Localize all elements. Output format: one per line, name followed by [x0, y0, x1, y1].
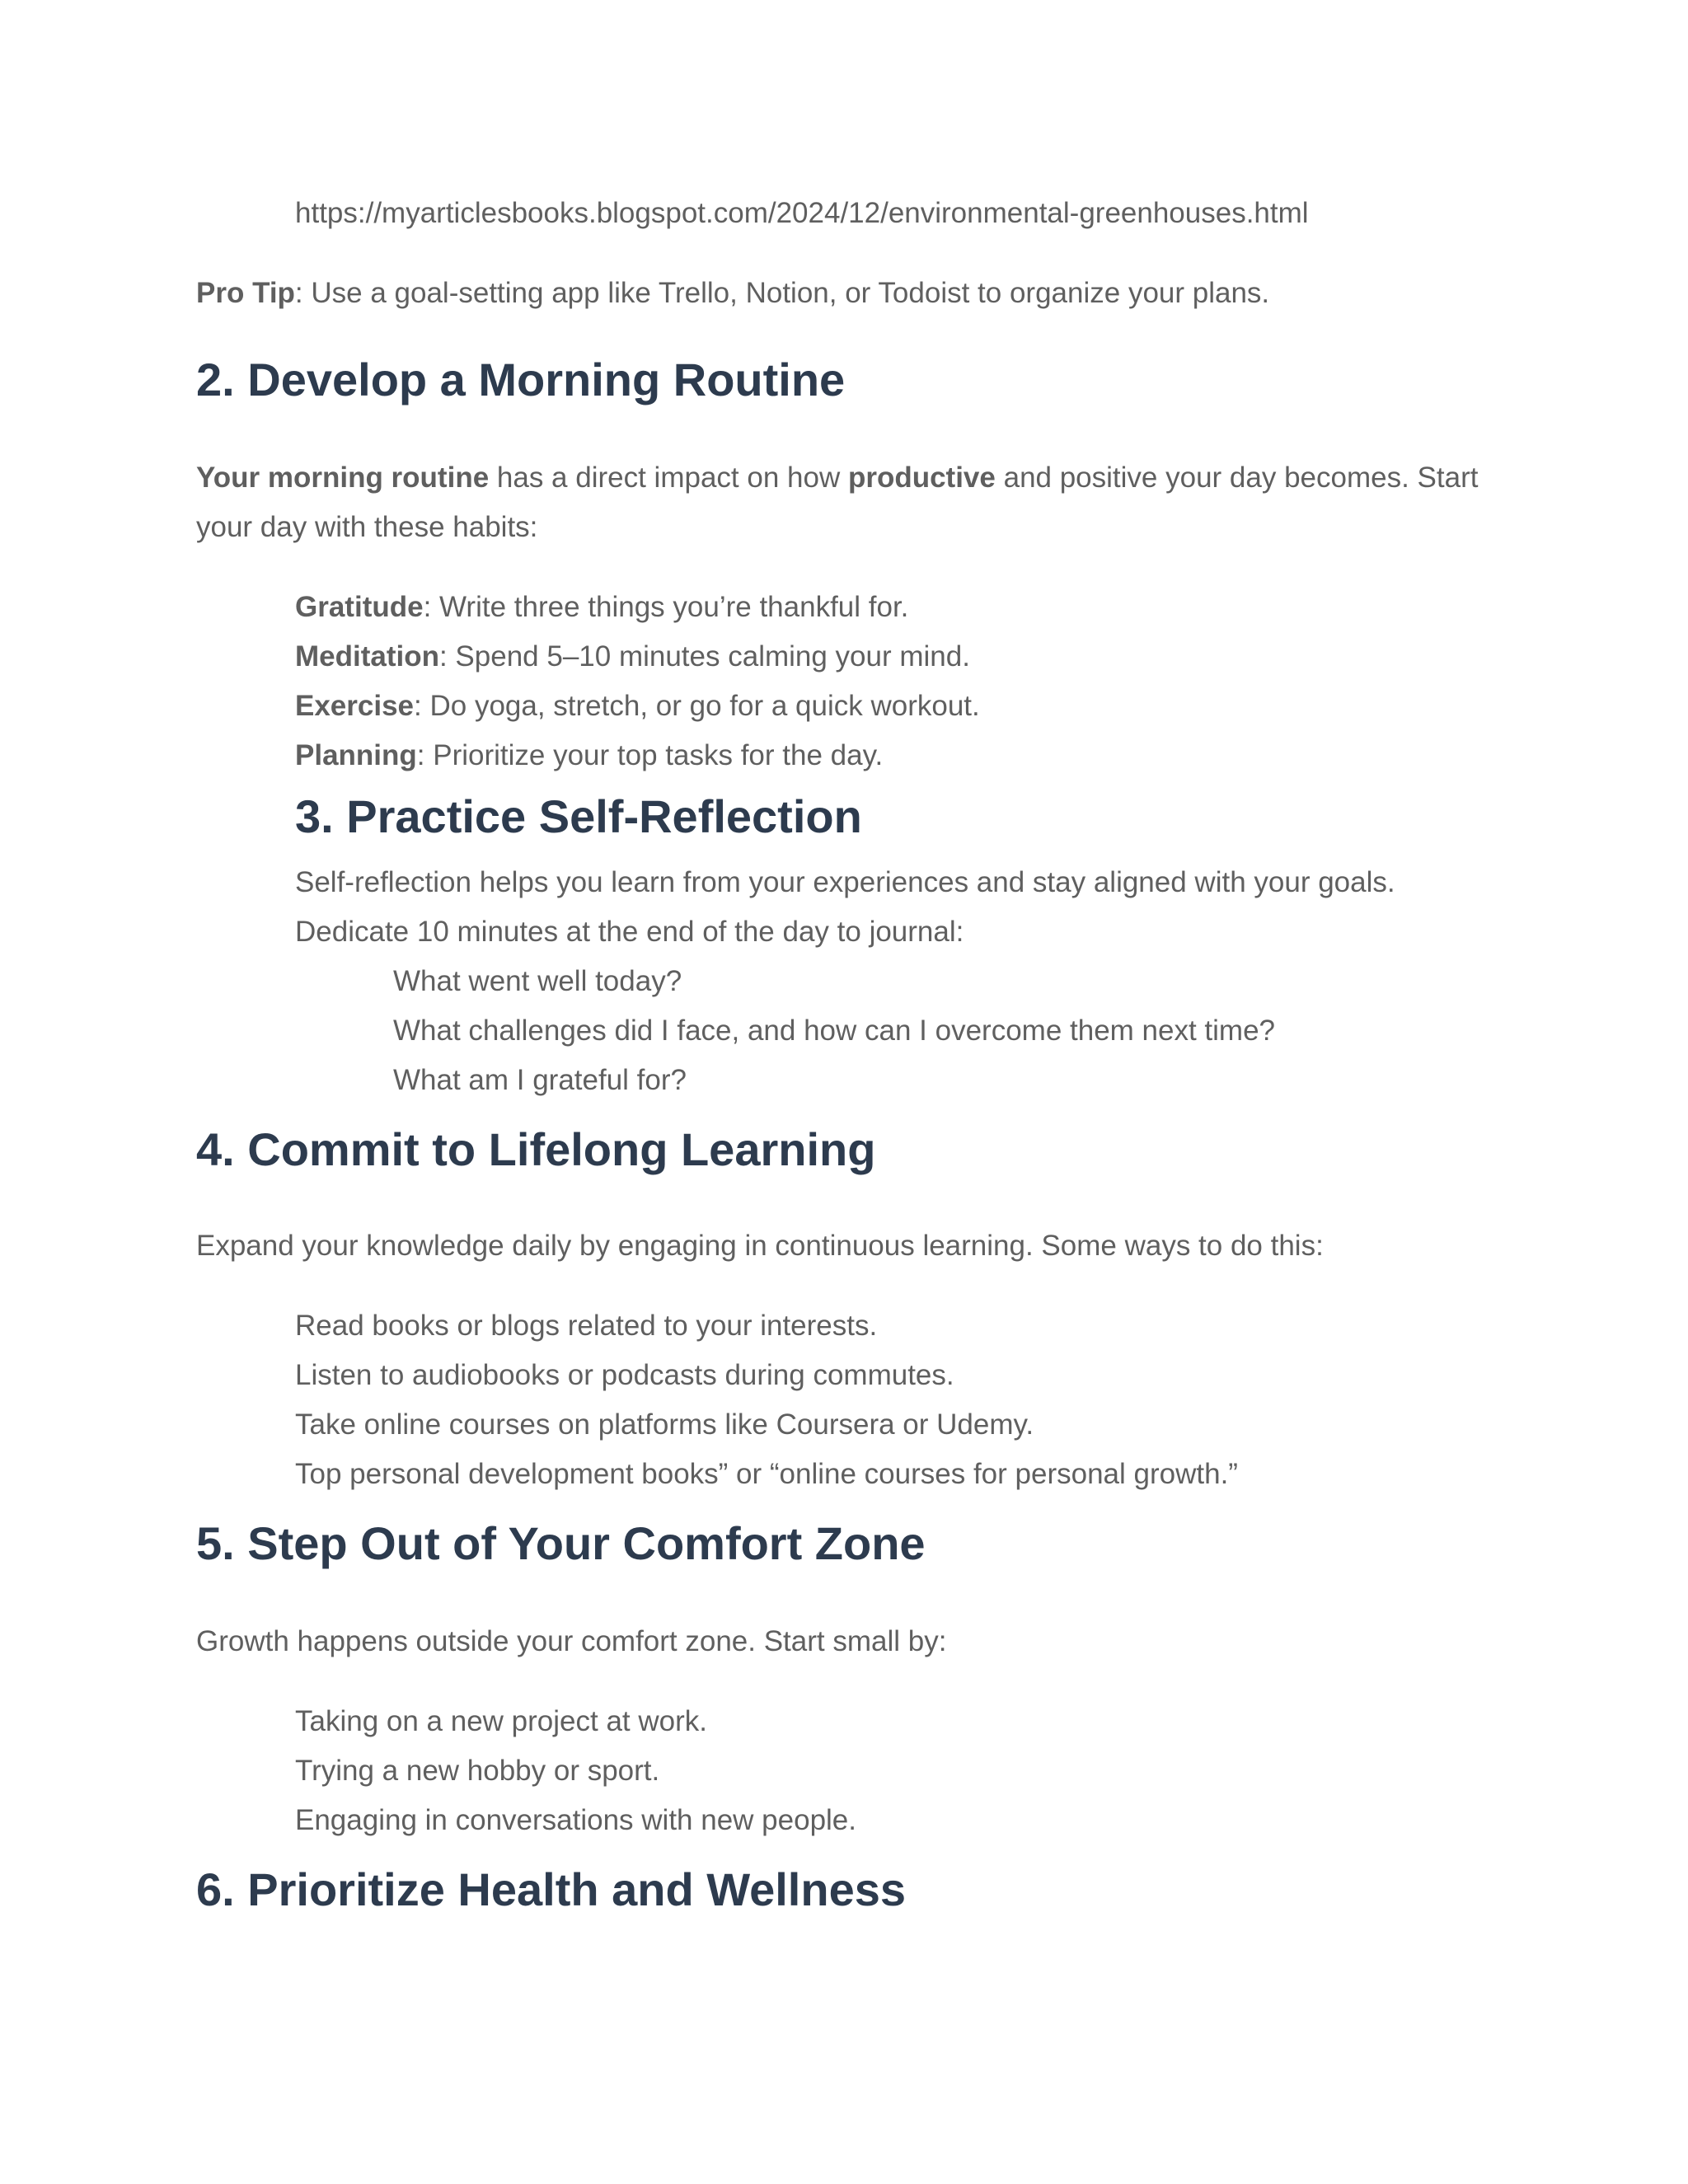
habit-item	[295, 738, 883, 774]
habit-text: : Do yoga, stretch, or go for a quick workout.	[414, 690, 980, 722]
section-6-heading: 6. Prioritize Health and Wellness	[196, 1863, 906, 1915]
pro-tip-label: Pro Tip	[196, 277, 295, 309]
habit-text: : Write three things you’re thankful for.	[423, 591, 909, 623]
journal-question: What went well today?	[393, 965, 682, 997]
url-text: https://myarticlesbooks.blogspot.com/2024/12/environmental-greenhouses.html	[295, 197, 1309, 229]
comfort-zone-item: Engaging in conversations with new people.	[295, 1804, 856, 1836]
learning-item: Listen to audiobooks or podcasts during commutes.	[295, 1359, 954, 1391]
habit-label: Planning	[295, 739, 417, 771]
section-3-line-2: Dedicate 10 minutes at the end of the day to journal:	[295, 916, 964, 948]
section-2-intro-line-2: your day with these habits:	[196, 511, 538, 543]
pro-tip-paragraph	[196, 275, 1269, 312]
habit-text: : Spend 5–10 minutes calming your mind.	[438, 640, 970, 673]
journal-question: What am I grateful for?	[393, 1064, 687, 1096]
habit-item	[295, 639, 970, 675]
pro-tip-text: : Use a goal-setting app like Trello, Notion, or Todoist to organize your plans.	[294, 277, 1270, 309]
intro-text-1: has a direct impact on how	[489, 462, 848, 494]
section-2-heading: 2. Develop a Morning Routine	[196, 354, 846, 405]
journal-question: What challenges did I face, and how can I overcome them next time?	[393, 1015, 1276, 1047]
intro-text-2: and positive your day becomes. Start	[995, 462, 1479, 494]
habit-label: Meditation	[295, 640, 439, 673]
habit-item	[295, 589, 908, 626]
habit-label: Gratitude	[295, 591, 424, 623]
comfort-zone-item: Trying a new hobby or sport.	[295, 1755, 660, 1787]
comfort-zone-item: Taking on a new project at work.	[295, 1705, 707, 1737]
habit-item	[295, 688, 980, 724]
section-2-intro-line-1	[196, 460, 1478, 496]
learning-item: Take online courses on platforms like Coursera or Udemy.	[295, 1408, 1034, 1441]
section-3-heading: 3. Practice Self-Reflection	[295, 790, 862, 842]
section-5-heading: 5. Step Out of Your Comfort Zone	[196, 1517, 926, 1569]
section-5-intro: Growth happens outside your comfort zone. Start small by:	[196, 1625, 947, 1657]
intro-bold-productive: productive	[847, 462, 996, 494]
section-3-line-1: Self-reflection helps you learn from your experiences and stay aligned with your goals.	[295, 866, 1395, 898]
habit-label: Exercise	[295, 690, 415, 722]
learning-item: Top personal development books” or “online courses for personal growth.”	[295, 1458, 1238, 1490]
section-4-intro: Expand your knowledge daily by engaging in continuous learning. Some ways to do this:	[196, 1230, 1324, 1262]
learning-item: Read books or blogs related to your interests.	[295, 1310, 878, 1342]
habit-text: : Prioritize your top tasks for the day.	[416, 739, 884, 771]
intro-bold-morning-routine: Your morning routine	[196, 462, 490, 494]
section-4-heading: 4. Commit to Lifelong Learning	[196, 1123, 876, 1175]
